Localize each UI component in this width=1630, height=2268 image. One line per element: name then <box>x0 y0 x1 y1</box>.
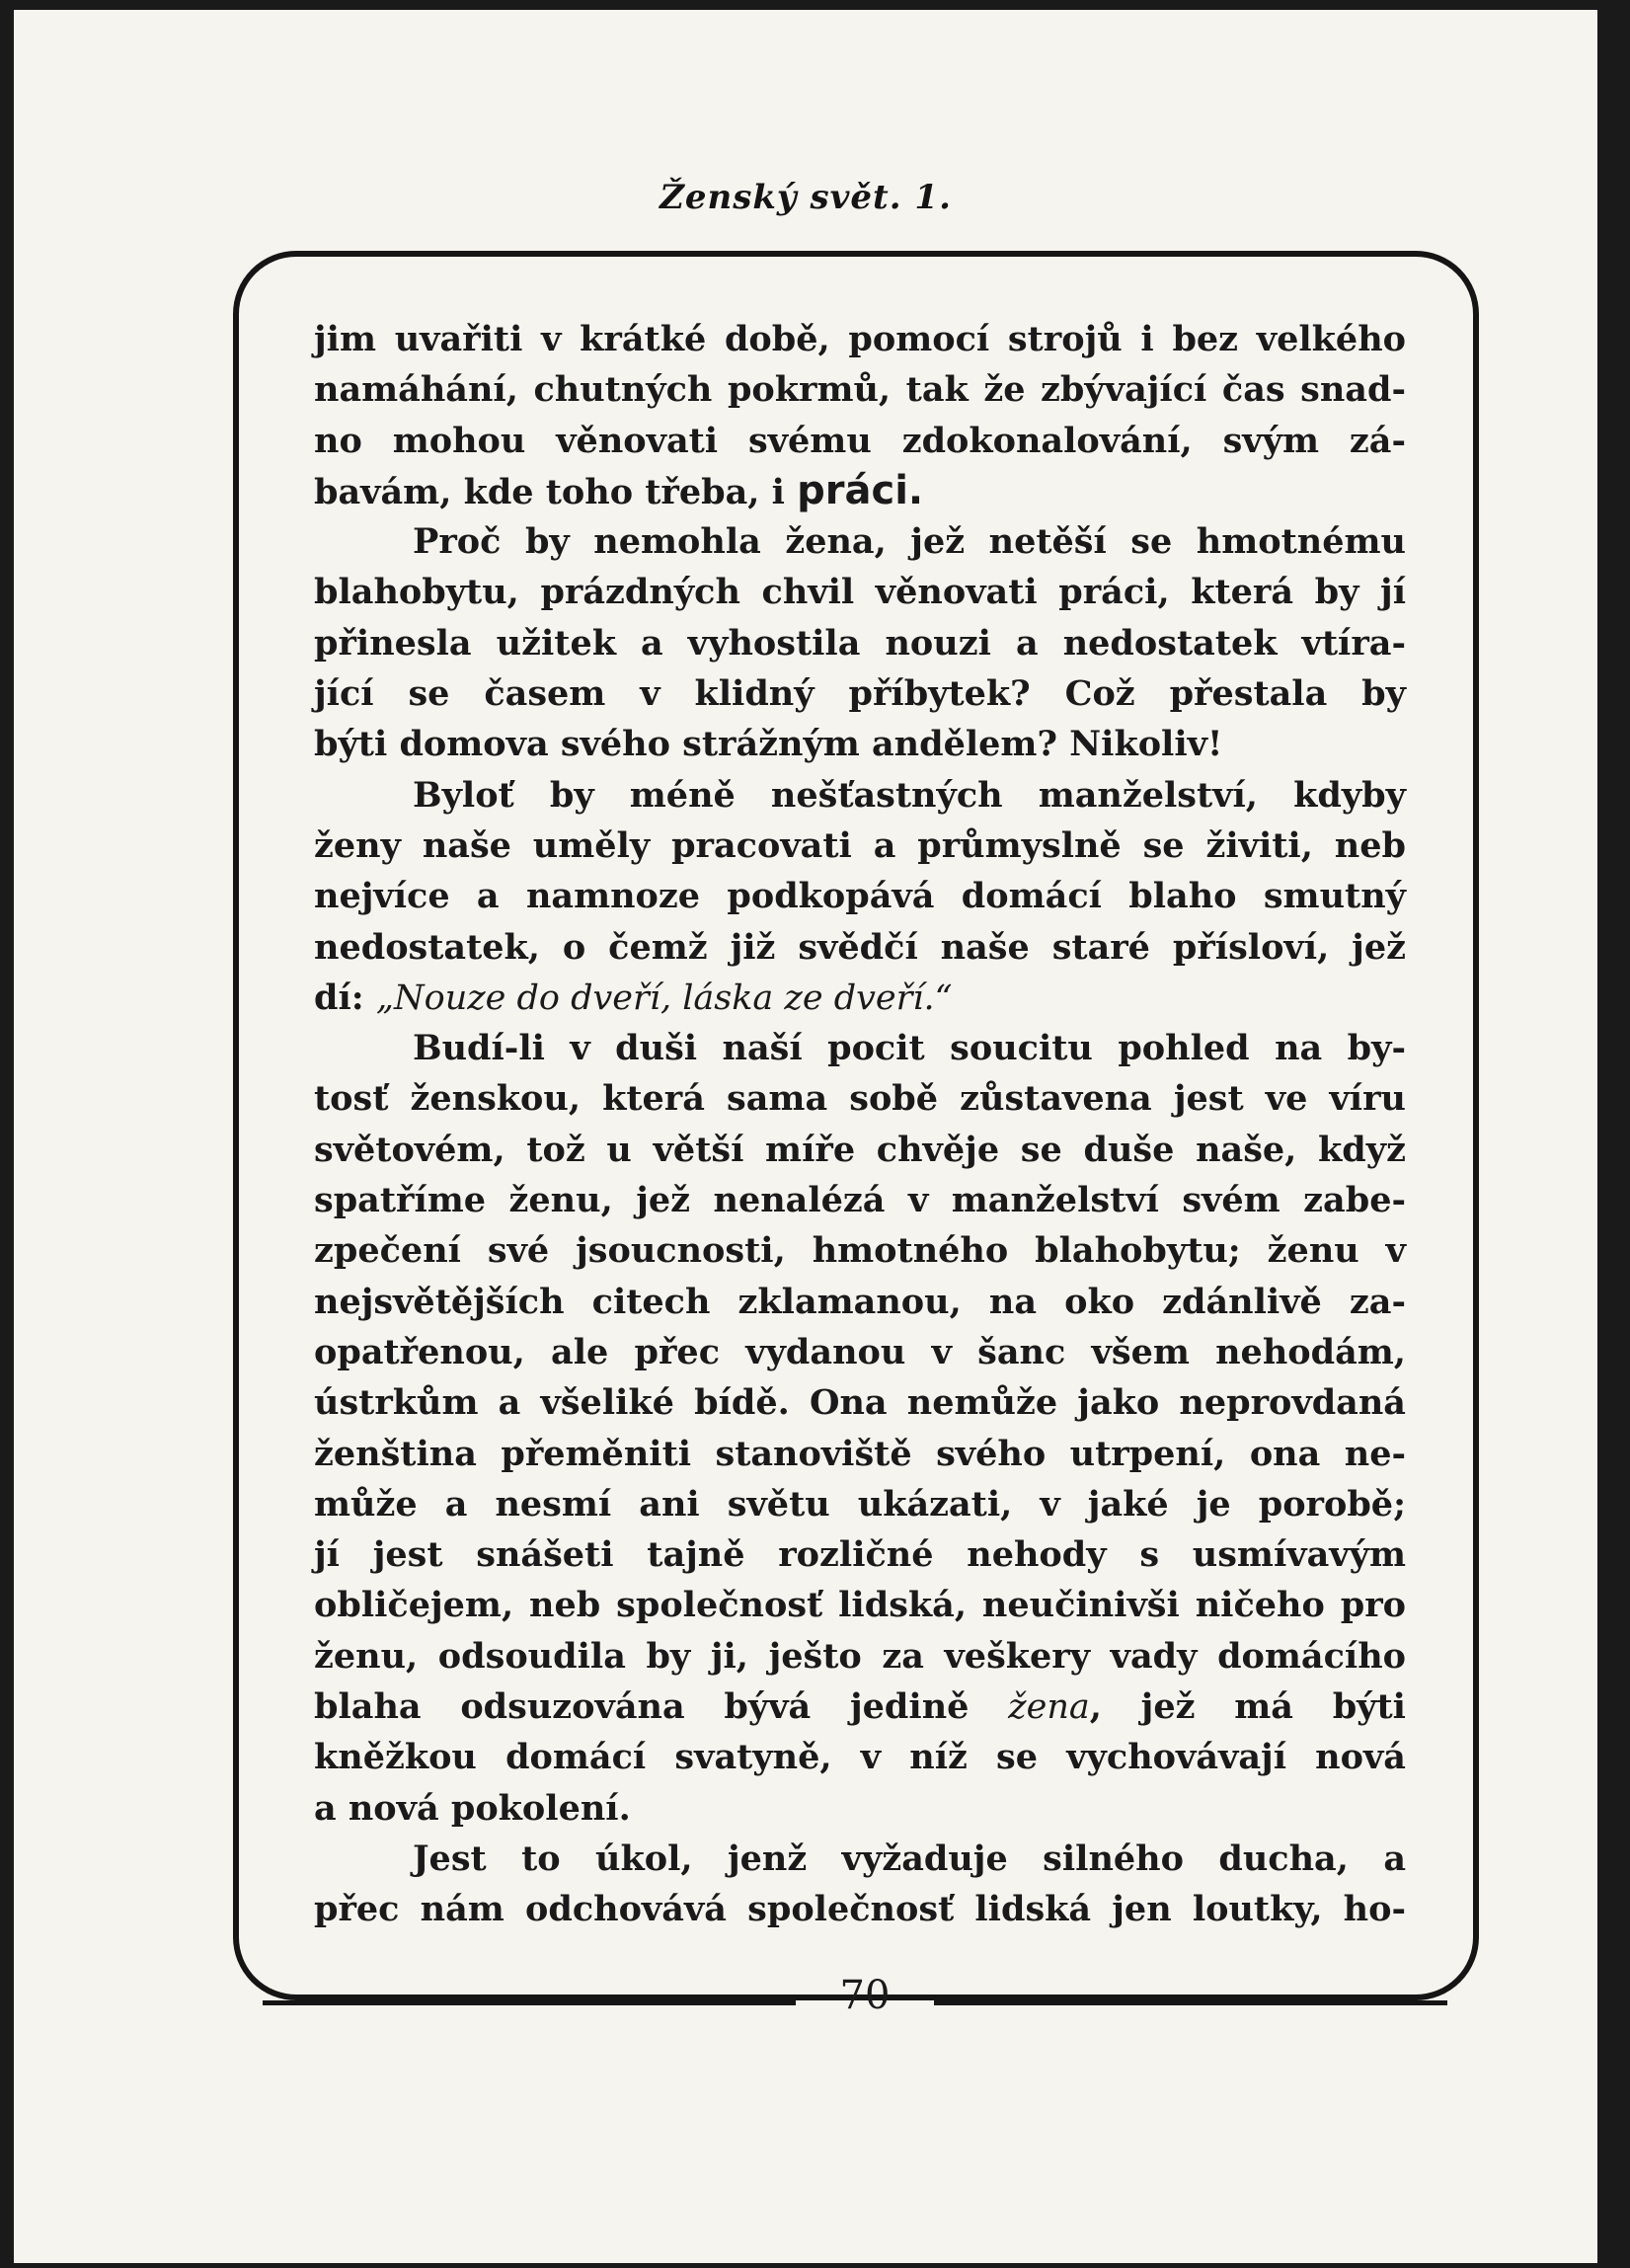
text-line: jí jest snášeti tajně rozličné nehody s usmívavým <box>314 1534 1406 1576</box>
page-footer <box>233 1969 1479 2028</box>
text-line: jim uvařiti v krátké době, pomocí strojů i bez velkého <box>314 319 1406 359</box>
text-line: ženy naše uměly pracovati a průmyslně se živiti, neb <box>314 824 1406 866</box>
text-line: Jest to úkol, jenž vyžaduje silného ducha, a <box>413 1838 1406 1879</box>
running-header: Ženský svět. 1. <box>660 178 952 217</box>
text-line: blahobytu, prázdných chvil věnovati práci, která by jí <box>314 572 1406 613</box>
text-line <box>314 466 1406 516</box>
text-line: jící se časem v klidný příbytek? Což přestala by <box>314 673 1406 715</box>
text-line: a nová pokolení. <box>314 1787 631 1829</box>
emphasized-word: práci. <box>797 467 924 513</box>
text-line: Byloť by méně nešťastných manželství, kdyby <box>413 774 1406 816</box>
text-line <box>314 1681 1406 1732</box>
text-line-end: , jež má býti <box>1089 1686 1406 1728</box>
text-line: nejvíce a namnoze podkopává domácí blaho smutný <box>314 876 1406 917</box>
text-line <box>314 973 1406 1023</box>
italic-word: žena <box>1008 1687 1090 1728</box>
text-line: namáhání, chutných pokrmů, tak že zbývající čas snad- <box>314 369 1406 411</box>
text-line-start: dí: <box>314 977 376 1018</box>
text-line: přec nám odchovává společnosť lidská jen loutky, ho- <box>314 1889 1406 1930</box>
text-line: světovém, tož u větší míře chvěje se duše naše, když <box>314 1129 1406 1170</box>
text-line: spatříme ženu, jež nenalézá v manželství svém zabe- <box>314 1180 1406 1221</box>
text-line: kněžkou domácí svatyně, v níž se vychovávají nová <box>314 1737 1406 1778</box>
text-line: nedostatek, o čemž již svědčí naše staré přísloví, jež <box>314 926 1406 968</box>
text-line: býti domova svého strážným andělem? Nikoliv! <box>314 724 1223 765</box>
footer-rule-right <box>934 2000 1447 2005</box>
text-line: obličejem, neb společnosť lidská, neučinivši ničeho pro <box>314 1585 1406 1626</box>
text-line: nejsvětějších citech zklamanou, na oko zdánlivě za- <box>314 1281 1406 1322</box>
text-line: opatřenou, ale přec vydanou v šanc všem nehodám, <box>314 1331 1406 1372</box>
page-number: 70 <box>839 1973 891 2018</box>
text-line: přinesla užitek a vyhostila nouzi a nedostatek vtíra- <box>314 622 1406 664</box>
footer-rule-left <box>263 2000 796 2005</box>
text-line: ústrkům a všeliké bídě. Ona nemůže jako neprovdaná <box>314 1382 1406 1424</box>
text-line: tosť ženskou, která sama sobě zůstavena jest ve víru <box>314 1078 1406 1120</box>
body-text <box>314 314 1406 1935</box>
text-line-start: blaha odsuzována bývá jedině <box>314 1686 1009 1728</box>
text-line: Proč by nemohla žena, jež netěší se hmotnému <box>413 521 1406 563</box>
proverb-quote: „Nouze do dveří, láska ze dveří.“ <box>375 978 953 1018</box>
text-line: Budí-li v duši naší pocit soucitu pohled na by- <box>413 1028 1406 1069</box>
text-line-start: bavám, kde toho třeba, i <box>314 471 798 512</box>
text-line: no mohou věnovati svému zdokonalování, svým zá- <box>314 420 1406 461</box>
text-line: může a nesmí ani světu ukázati, v jaké je porobě; <box>314 1483 1406 1525</box>
text-line: zpečení své jsoucnosti, hmotného blahobytu; ženu v <box>314 1230 1406 1272</box>
text-line: ženština přeměniti stanoviště svého utrpení, ona ne- <box>314 1433 1406 1474</box>
text-line: ženu, odsoudila by ji, ješto za veškery vady domácího <box>314 1635 1406 1677</box>
